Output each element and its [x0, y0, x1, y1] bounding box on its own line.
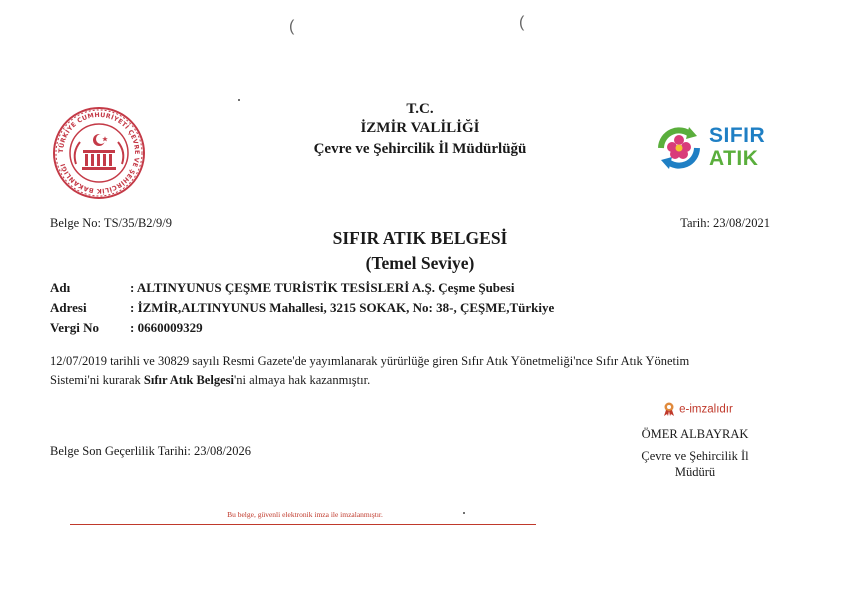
seal-icon — [52, 106, 146, 200]
document-title: SIFIR ATIK BELGESİ — [332, 228, 508, 248]
signer-title-2: Müdürü — [674, 465, 716, 479]
header-mudurluk: Çevre ve Şehircilik İl Müdürlüğü — [313, 141, 527, 157]
footer-rule — [70, 524, 536, 525]
body-paragraph — [50, 352, 780, 390]
e-imza-badge — [626, 400, 770, 418]
belge-no: Belge No: TS/35/B2/9/9 — [50, 216, 172, 230]
svg-text:TÜRKİYE CUMHURİYETİ ÇEVRE VE Ş: TÜRKİYE CUMHURİYETİ ÇEVRE VE ŞEHİRCİLİK BAKANLIĞI — [57, 111, 141, 195]
field-value-vergi-no: : 0660009329 — [130, 320, 203, 335]
ribbon-icon — [663, 402, 675, 416]
body-line-2-bold: Sıfır Atık Belgesi — [143, 373, 234, 387]
document-subtitle: (Temel Seviye) — [365, 253, 475, 273]
tarih: Tarih: 23/08/2021 — [680, 216, 770, 230]
signer-title-1: Çevre ve Şehircilik İl — [641, 449, 749, 463]
validity-date: Belge Son Geçerlilik Tarihi: 23/08/2026 — [50, 444, 251, 458]
e-imza-label: e-imzalıdır — [679, 403, 733, 416]
recycle-flower-icon — [651, 120, 707, 176]
signer-name: ÖMER ALBAYRAK — [641, 427, 749, 441]
header-tc: T.C. — [406, 101, 434, 117]
sifir-atik-logo — [651, 120, 771, 176]
field-label-vergi-no: Vergi No — [50, 320, 99, 335]
logo-word-atik: ATIK — [709, 147, 759, 170]
field-value-adi: : ALTINYUNUS ÇEŞME TURİSTİK TESİSLERİ A.Ş. Çeşme Şubesi — [130, 280, 515, 295]
body-line-2-pre: Sistemi'ni kurarak — [50, 373, 144, 387]
body-line-1: 12/07/2019 tarihli ve 30829 sayılı Resmi Gazete'de yayımlanarak yürürlüğe giren Sıfır Atık Yönetmeliği'nce Sıfır Atık Yönetim — [50, 354, 690, 368]
signature-block — [620, 400, 770, 480]
scan-mark: ( — [519, 14, 525, 31]
body-line-2-post: 'ni almaya hak kazanmıştır. — [233, 373, 371, 387]
field-value-adresi: : İZMİR,ALTINYUNUS Mahallesi, 3215 SOKAK, No: 38-, ÇEŞME,Türkiye — [130, 300, 555, 315]
field-label-adi: Adı — [50, 280, 71, 295]
ministry-seal — [52, 106, 146, 200]
footer-note: Bu belge, güvenli elektronik imza ile imzalanmıştır. — [227, 510, 383, 519]
body-line-2 — [50, 371, 780, 390]
logo-word-sifir: SIFIR — [709, 124, 766, 147]
header-valilik: İZMİR VALİLİĞİ — [360, 120, 480, 136]
field-label-adresi: Adresi — [50, 300, 87, 315]
scan-mark: ( — [289, 18, 295, 35]
